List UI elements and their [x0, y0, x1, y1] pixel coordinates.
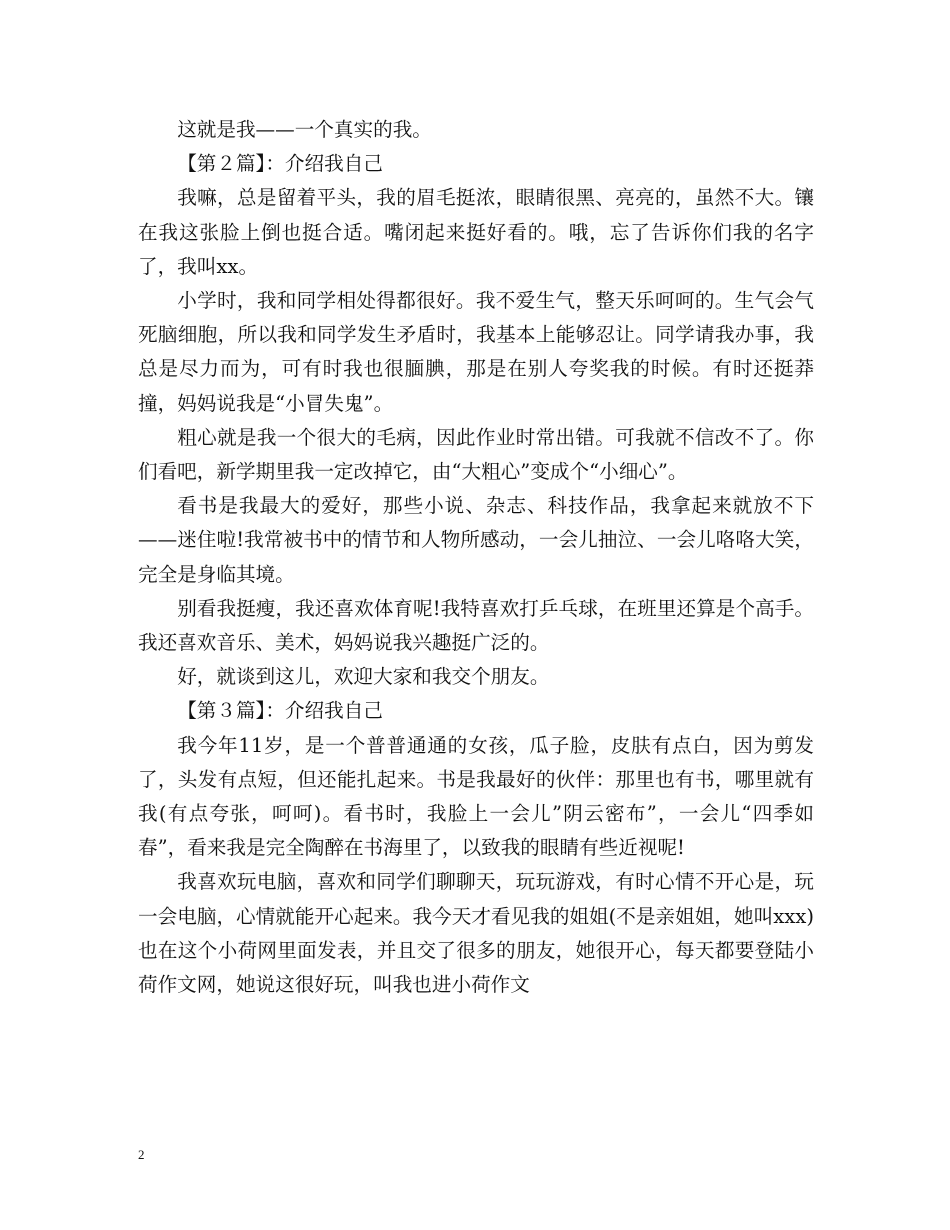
section-heading-3: 【第３篇】：介绍我自己: [177, 699, 383, 723]
closing-line: 这就是我——一个真实的我。: [177, 118, 432, 141]
paragraph-computer: 我喜欢玩电脑，喜欢和同学们聊聊天，玩玩游戏，有时心情不开心是，玩一会电脑，心情就能开心起来。我今天才看见我的姐姐(不是亲姐姐，她叫xxx)也在这个小荷网里面发表，并且交了很多的朋友，她很开心，每天都要登陆小荷作文网，她说这很好玩，叫我也进小荷作文: [138, 870, 814, 997]
paragraph-sports: 别看我挺瘦，我还喜欢体育呢!我特喜欢打乒乓球，在班里还算是个高手。我还喜欢音乐、美术，妈妈说我兴趣挺广泛的。: [138, 596, 814, 655]
paragraph-farewell: 好，就谈到这儿，欢迎大家和我交个朋友。: [177, 665, 550, 689]
document-body: [138, 113, 814, 1002]
paragraph-appearance: 我嘛，总是留着平头，我的眉毛挺浓，眼睛很黑、亮亮的，虽然不大。镶在我这张脸上倒也挺合适。嘴闭起来挺好看的。哦，忘了告诉你们我的名字了，我叫xx。: [138, 186, 814, 278]
paragraph-girl-intro: 我今年11岁，是一个普普通通的女孩，瓜子脸，皮肤有点白，因为剪发了，头发有点短，但还能扎起来。书是我最好的伙伴：那里也有书，哪里就有我(有点夸张，呵呵)。看书时，我脸上一会儿”阴云密布”，一会儿“四季如春”，看来我是完全陶醉在书海里了，以致我的眼睛有些近视呢!: [138, 733, 814, 860]
paragraph-careless: 粗心就是我一个很大的毛病，因此作业时常出错。可我就不信改不了。你们看吧，新学期里我一定改掉它，由“大粗心”变成个“小细心”。: [138, 425, 814, 484]
paragraph-reading: 看书是我最大的爱好，那些小说、杂志、科技作品，我拿起来就放不下——迷住啦!我常被书中的情节和人物所感动，一会儿抽泣、一会儿咯咯大笑，完全是身临其境。: [138, 494, 814, 586]
paragraph-classmates: 小学时，我和同学相处得都很好。我不爱生气，整天乐呵呵的。生气会气死脑细胞，所以我和同学发生矛盾时，我基本上能够忍让。同学请我办事，我总是尽力而为，可有时我也很腼腆，那是在别人夸奖我的时候。有时还挺莽撞，妈妈说我是“小冒失鬼”。: [138, 289, 814, 415]
page-number: 2: [138, 1147, 145, 1162]
section-heading-2: 【第２篇】：介绍我自己: [177, 152, 383, 176]
